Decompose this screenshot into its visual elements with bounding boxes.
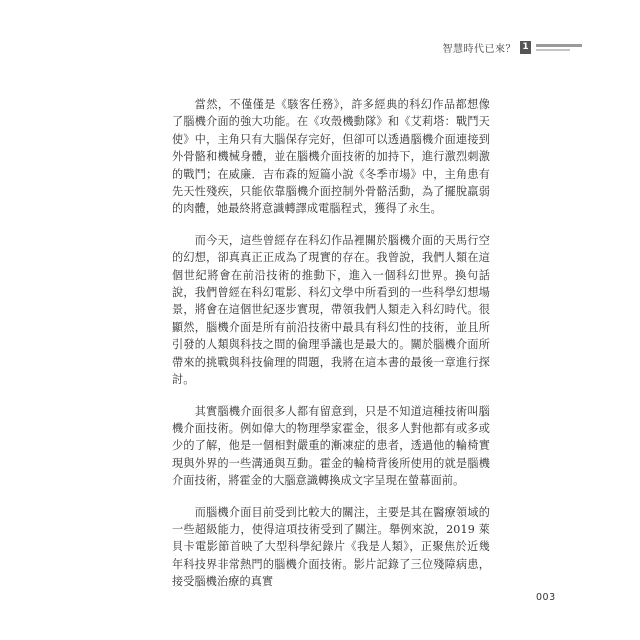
paragraph-3: 其實腦機介面很多人都有留意到，只是不知道這種技術叫腦機介面技術。例如偉大的物理學家霍金，很多人對他都有或多或少的了解，他是一個相對嚴重的漸凍症的患者，透過他的輪椅實現與外界的一些溝通與互動。霍金的輪椅背後所使用的就是腦機介面技術，將霍金的大腦意識轉換成文字呈現在螢幕面前。 xyxy=(172,404,490,488)
paragraph-2: 而今天，這些曾經存在科幻作品裡關於腦機介面的天馬行空的幻想，卻真真正正成為了現實的存在。我曾說，我們人類在這個世紀將會在前沿技術的推動下，進入一個科幻世界。換句話說，我們曾經在科幻電影、科幻文學中所看到的一些科學幻想場景，將會在這個世紀逐步實現，帶領我們人類走入科幻時代。很顯然，腦機介面是所有前沿技術中最具有科幻性的技術，並且所引發的人類與科技之間的倫理爭議也是最大的。關於腦機介面所帶來的挑戰與科技倫理的問題，我將在這本書的最後一章進行探討。 xyxy=(172,233,490,387)
paragraph-1: 當然，不僅僅是《駭客任務》，許多經典的科幻作品都想像了腦機介面的強大功能。在《攻殼機動隊》和《艾莉塔：戰鬥天使》中，主角只有大腦保存完好，但卻可以透過腦機介面連接到外骨骼和機械身體，並在腦機介面技術的加持下，進行激烈刺激的戰鬥；在威廉．吉布森的短篇小說《冬季市場》中，主角患有先天性殘疾，只能依靠腦機介面控制外骨骼活動，為了擺脫羸弱的肉體，她最終將意識轉譯成電腦程式，獲得了永生。 xyxy=(172,98,490,216)
header-bar-short xyxy=(536,49,570,51)
body-text xyxy=(172,96,490,605)
chapter-title: 智慧時代已來？ xyxy=(442,44,516,55)
chapter-number-badge: 1 xyxy=(520,41,531,54)
running-header xyxy=(443,40,583,55)
paragraph-4: 而腦機介面目前受到比較大的關注，主要是其在醫療領域的一些超級能力，使得這項技術受到了關注。舉例來說，2019 萊貝卡電影節首映了大型科學紀錄片《我是人類》，正聚焦於近幾年科技界非常熱門的腦機介面技術。影片記錄了三位殘障病患，接受腦機治療的真實 xyxy=(172,505,490,589)
page-number: 003 xyxy=(536,592,556,603)
header-bar-long xyxy=(536,44,582,47)
header-decoration xyxy=(536,44,582,51)
